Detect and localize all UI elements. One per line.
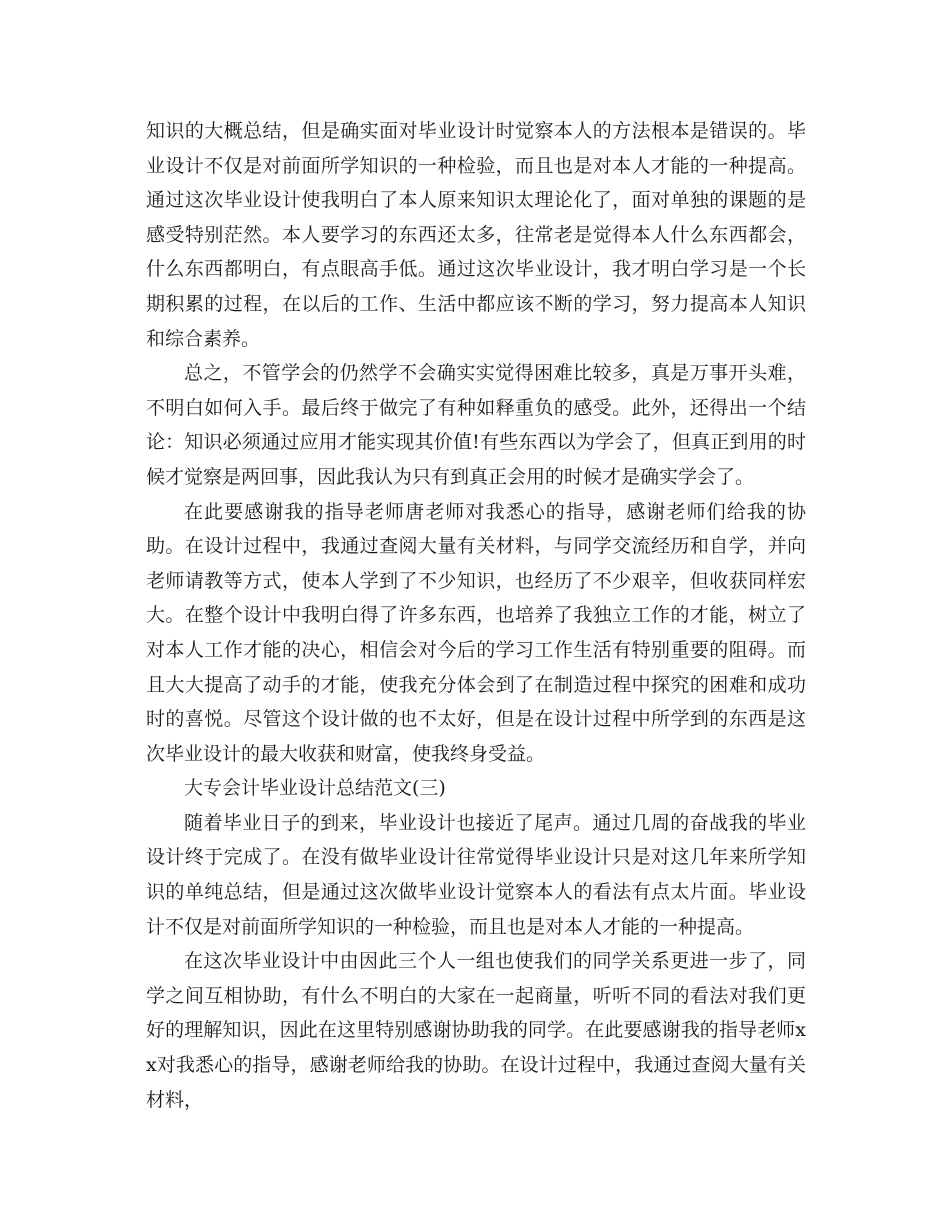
paragraph-continued: 知识的大概总结，但是确实面对毕业设计时觉察本人的方法根本是错误的。毕业设计不仅是对前面所学知识的一种检验，而且也是对本人才能的一种提高。通过这次毕业设计使我明白了本人原来知识太理论化了，面对单独的课题的是感受特别茫然。本人要学习的东西还太多，往常老是觉得本人什么东西都会，什么东西都明白，有点眼高手低。通过这次毕业设计，我才明白学习是一个长期积累的过程，在以后的工作、生活中都应该不断的学习，努力提高本人知识和综合素养。 [146, 120, 806, 350]
paragraph-section-teamwork: 在这次毕业设计中由因此三个人一组也使我们的同学关系更进一步了，同学之间互相协助，有什么不明白的大家在一起商量，听听不同的看法对我们更好的理解知识，因此在这里特别感谢协助我的同学。在此要感谢我的指导老师xx对我悉心的指导，感谢老师给我的协助。在设计过程中，我通过查阅大量有关材料， [146, 950, 806, 1111]
section-heading: 大专会计毕业设计总结范文(三) [184, 777, 446, 800]
paragraph-section-intro: 随着毕业日子的到来，毕业设计也接近了尾声。通过几周的奋战我的毕业设计终于完成了。在没有做毕业设计往常觉得毕业设计只是对这几年来所学知识的单纯总结，但是通过这次做毕业设计觉察本人的看法有点太片面。毕业设计不仅是对前面所学知识的一种检验，而且也是对本人才能的一种提高。 [146, 811, 806, 938]
document-body [146, 114, 806, 1117]
paragraph-conclusion: 总之，不管学会的仍然学不会确实实觉得困难比较多，真是万事开头难，不明白如何入手。最后终于做完了有种如释重负的感受。此外，还得出一个结论：知识必须通过应用才能实现其价值!有些东西以为学会了，但真正到用的时候才觉察是两回事，因此我认为只有到真正会用的时候才是确实学会了。 [146, 362, 806, 488]
paragraph-thanks: 在此要感谢我的指导老师唐老师对我悉心的指导，感谢老师们给我的协助。在设计过程中，我通过查阅大量有关材料，与同学交流经历和自学，并向老师请教等方式，使本人学到了不少知识，也经历了不少艰辛，但收获同样宏大。在整个设计中我明白得了许多东西，也培养了我独立工作的才能，树立了对本人工作才能的决心，相信会对今后的学习工作生活有特别重要的阻碍。而且大大提高了动手的才能，使我充分体会到了在制造过程中探究的困难和成功时的喜悦。尽管这个设计做的也不太好，但是在设计过程中所学到的东西是这次毕业设计的最大收获和财富，使我终身受益。 [146, 500, 806, 765]
